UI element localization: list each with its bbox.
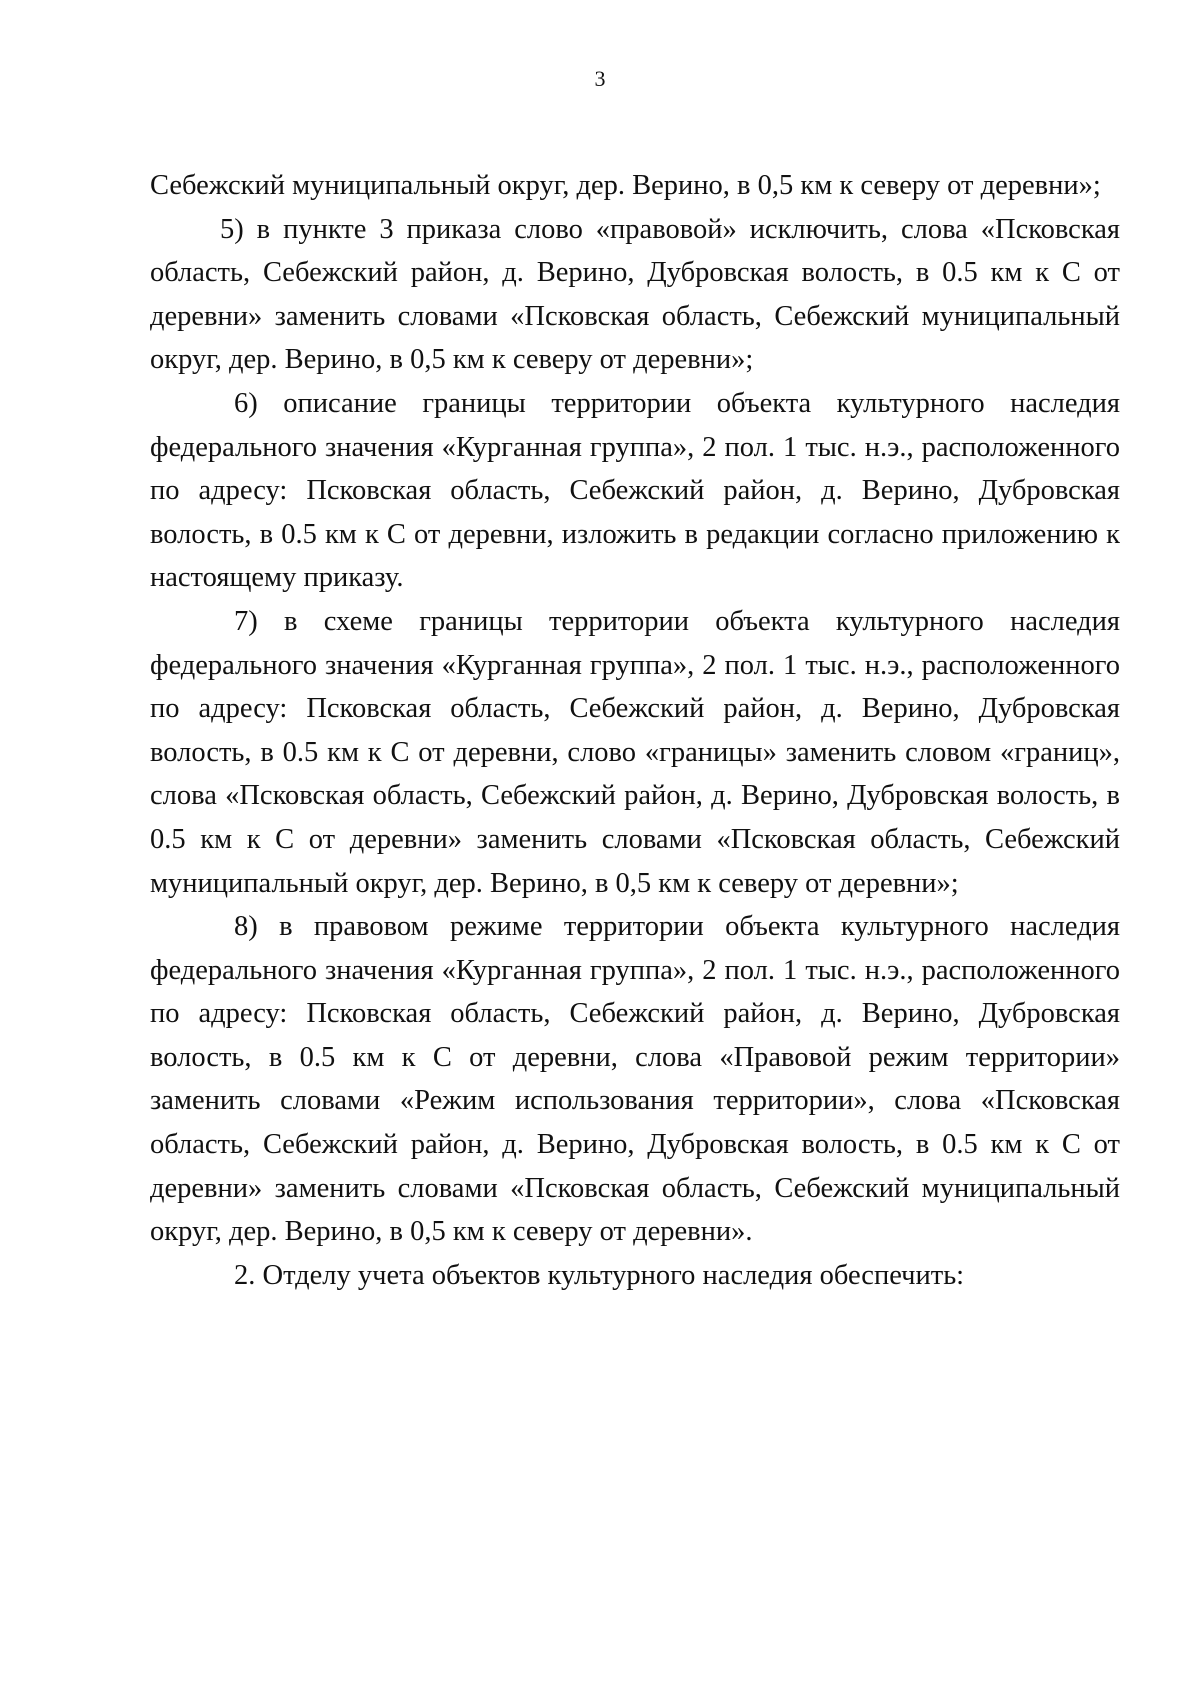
paragraph-item-6: 6) описание границы территории объекта культурного наследия федерального значения «Курганная группа», 2 пол. 1 тыс. н.э., расположенного по адресу: Псковская область, Себежский район, д. Верино, Дубровская волость, в 0.5 км к С от деревни, изложить в редакции согласно приложению к настоящему приказу. — [150, 387, 1120, 594]
paragraph-item-7: 7) в схеме границы территории объекта культурного наследия федерального значения «Курганная группа», 2 пол. 1 тыс. н.э., расположенного по адресу: Псковская область, Себежский район, д. Верино, Дубровская волость, в 0.5 км к С от деревни, слово «границы» заменить словом «границ», слова «Псковская область, Себежский район, д. Верино, Дубровская волость, в 0.5 км к С от деревни» заменить словами «Псковская область, Себежский муниципальный округ, дер. Верино, в 0,5 км к северу от деревни»; — [150, 605, 1120, 899]
paragraph-item-8: 8) в правовом режиме территории объекта культурного наследия федерального значения «Курганная группа», 2 пол. 1 тыс. н.э., расположенного по адресу: Псковская область, Себежский район, д. Верино, Дубровская волость, в 0.5 км к С от деревни, слова «Правовой режим территории» заменить словами «Режим использования территории», слова «Псковская область, Себежский район, д. Верино, Дубровская волость, в 0.5 км к С от деревни» заменить словами «Псковская область, Себежский муниципальный округ, дер. Верино, в 0,5 км к северу от деревни». — [150, 911, 1120, 1248]
paragraph-continuation: Себежский муниципальный округ, дер. Верино, в 0,5 км к северу от деревни»; — [150, 170, 1101, 201]
paragraph-item-5: 5) в пункте 3 приказа слово «правовой» исключить, слова «Псковская область, Себежский район, д. Верино, Дубровская волость, в 0.5 км к С от деревни» заменить словами «Псковская область, Себежский муниципальный округ, дер. Верино, в 0,5 км к северу от деревни»; — [150, 213, 1120, 376]
page-number: 3 — [594, 66, 606, 91]
paragraph-section-2: 2. Отделу учета объектов культурного наследия обеспечить: — [234, 1259, 965, 1291]
document-body — [150, 164, 1120, 1297]
